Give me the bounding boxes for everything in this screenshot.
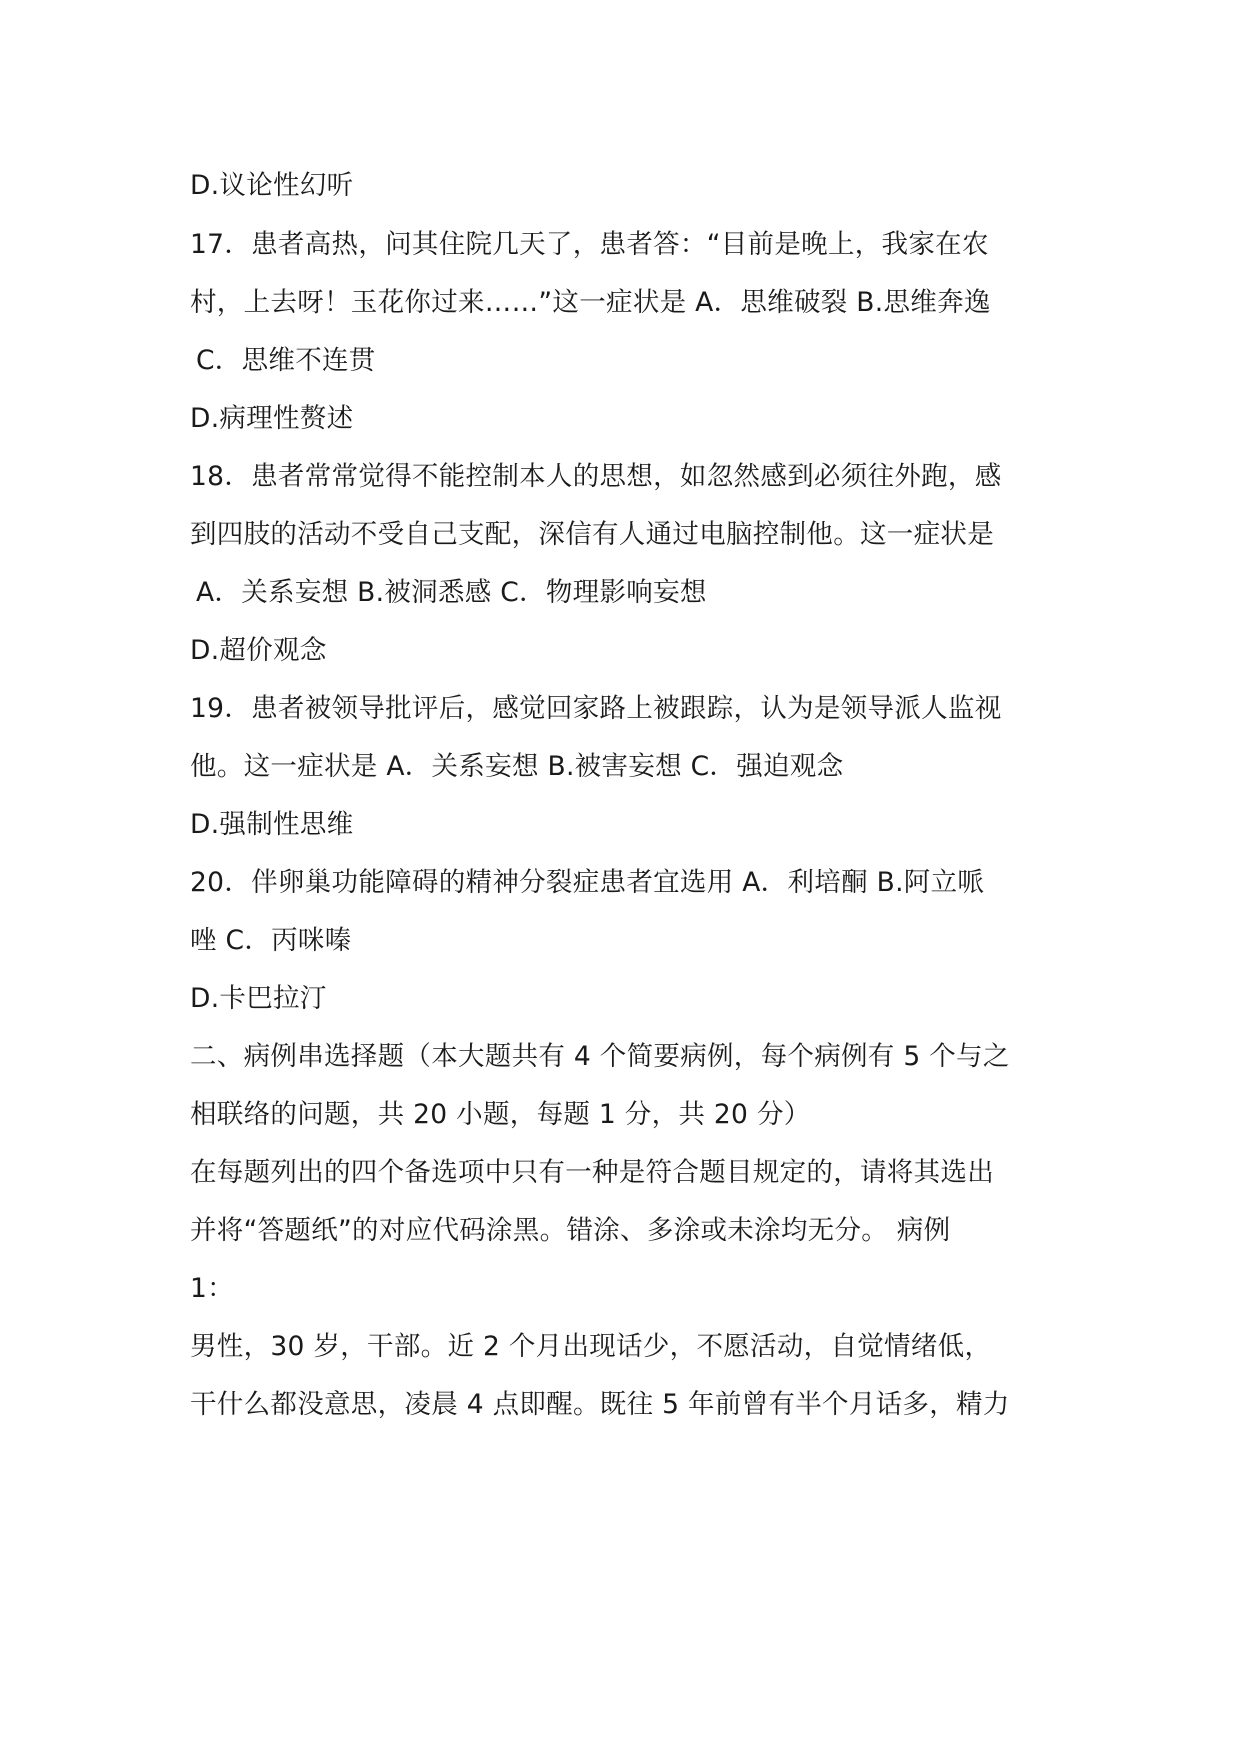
text-line: 20．伴卵巢功能障碍的精神分裂症患者宜选用 A．利培酮 B.阿立哌 <box>190 867 985 898</box>
text-line: D.超价观念 <box>190 635 327 666</box>
text-line: 村，上去呀！玉花你过来……”这一症状是 A．思维破裂 B.思维奔逸 <box>190 287 991 318</box>
text-line: 相联络的问题，共 20 小题，每题 1 分，共 20 分） <box>190 1099 811 1130</box>
text-line: 干什么都没意思，凌晨 4 点即醒。既往 5 年前曾有半个月话多，精力 <box>190 1389 1010 1420</box>
text-line: C．思维不连贯 <box>196 345 376 376</box>
text-line: 1： <box>190 1273 234 1304</box>
text-line: 17．患者高热，问其住院几天了，患者答：“目前是晚上，我家在农 <box>190 229 989 260</box>
text-line: D.卡巴拉汀 <box>190 983 327 1014</box>
text-line: D.议论性幻听 <box>190 170 354 201</box>
text-line: 19．患者被领导批评后，感觉回家路上被跟踪，认为是领导派人监视 <box>190 693 1002 724</box>
text-line: 唑 C．丙咪嗪 <box>190 925 352 956</box>
text-line: A．关系妄想 B.被洞悉感 C．物理影响妄想 <box>196 577 707 608</box>
text-line: 男性，30 岁，干部。近 2 个月出现话少，不愿活动，自觉情绪低， <box>190 1331 992 1362</box>
text-line: D.病理性赘述 <box>190 403 354 434</box>
text-line: 在每题列出的四个备选项中只有一种是符合题目规定的，请将其选出 <box>190 1157 994 1188</box>
text-line: 到四肢的活动不受自己支配，深信有人通过电脑控制他。这一症状是 <box>190 519 994 550</box>
text-line: D.强制性思维 <box>190 809 354 840</box>
text-line: 18．患者常常觉得不能控制本人的思想，如忽然感到必须往外跑，感 <box>190 461 1002 492</box>
text-line: 二、病例串选择题（本大题共有 4 个简要病例，每个病例有 5 个与之 <box>190 1041 1010 1072</box>
text-line: 他。这一症状是 A．关系妄想 B.被害妄想 C．强迫观念 <box>190 751 844 782</box>
text-line: 并将“答题纸”的对应代码涂黑。错涂、多涂或未涂均无分。 病例 <box>190 1215 951 1246</box>
